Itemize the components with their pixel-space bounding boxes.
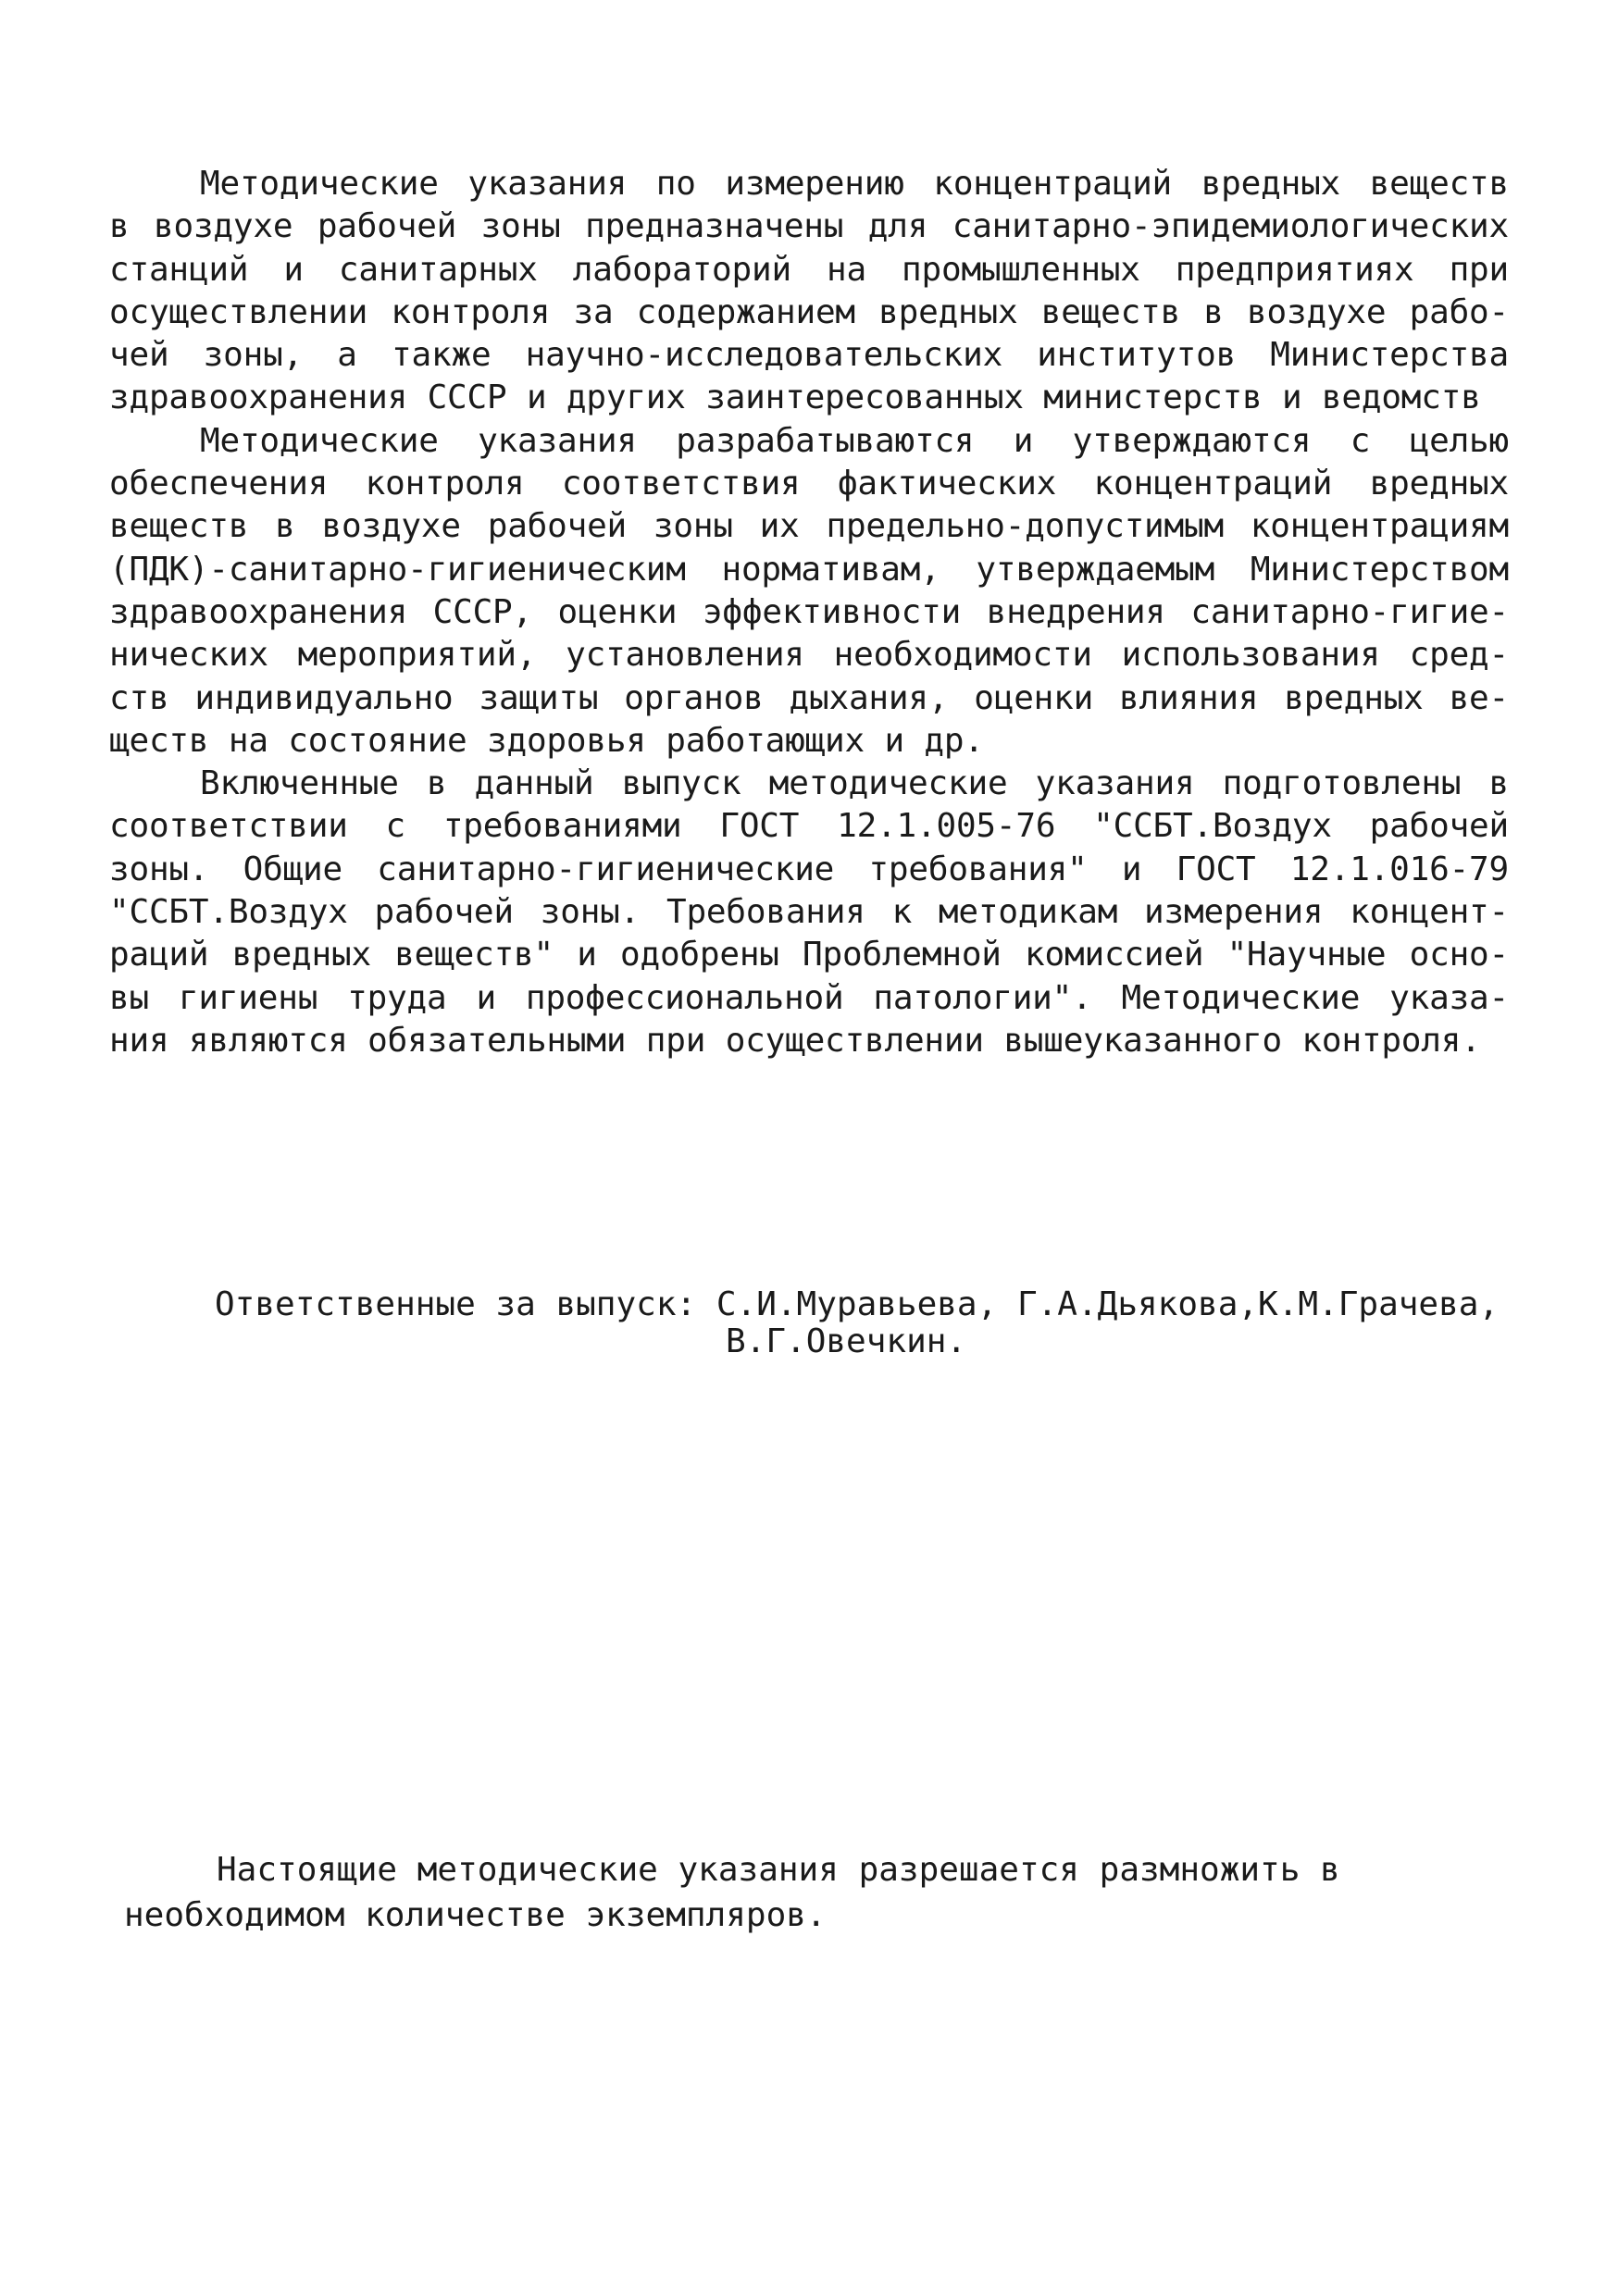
main-text [109,163,1509,1062]
paragraph-2-line-8: ществ на состояние здоровья работающих и др. [109,721,984,760]
credits-line-2: В.Г.Овечкин. [726,1322,967,1360]
paragraph-2-line-2: обеспечения контроля соответствия фактических концентраций вредных [109,465,1509,503]
paragraph-3-line-1: Включенные в данный выпуск методические указания подготовлены в [200,764,1509,803]
paragraph-1-line-5: чей зоны, а также научно-исследовательских институтов Министерства [109,336,1509,375]
paragraph-3-line-2: соответствии с требованиями ГОСТ 12.1.005-76 "ССБТ.Воздух рабочей [109,807,1509,846]
credits-block [215,1286,1520,1360]
note-line-2: необходимом количестве экземпляров. [124,1896,827,1934]
note-line-1: Настоящие методические указания разрешается размножить в [217,1851,1340,1889]
paragraph-1-line-6: здравоохранения СССР и других заинтересованных министерств и ведомств [109,379,1481,417]
paragraph-2-line-4: (ПДК)-санитарно-гигиеническим нормативам, утверждаемым Министерством [109,550,1509,589]
paragraph-3-line-3: зоны. Общие санитарно-гигиенические требования" и ГОСТ 12.1.016-79 [109,850,1509,888]
reproduction-note [124,1847,1420,1938]
paragraph-2-line-7: ств индивидуально защиты органов дыхания, оценки влияния вредных ве- [109,678,1509,717]
paragraph-3-line-5: раций вредных веществ" и одобрены Проблемной комиссией "Научные осно- [109,936,1509,974]
paragraph-1-line-4: осуществлении контроля за содержанием вредных веществ в воздухе рабо- [109,292,1509,331]
paragraph-3-line-4: "ССБТ.Воздух рабочей зоны. Требования к методикам измерения концент- [109,893,1509,932]
paragraph-2-line-6: нических мероприятий, установления необходимости использования сред- [109,636,1509,675]
paragraph-3-line-6: вы гигиены труда и профессиональной патологии". Методические указа- [109,978,1509,1017]
paragraph-3-line-7: ния являются обязательными при осуществлении вышеуказанного контроля. [109,1021,1481,1060]
paragraph-1-line-1: Методические указания по измерению концентраций вредных веществ [200,165,1509,203]
paragraph-1-line-2: в воздухе рабочей зоны предназначены для санитарно-эпидемиологических [109,207,1509,246]
credits-line-1: Ответственные за выпуск: С.И.Муравьева, Г.А.Дьякова,К.М.Грачева, [215,1285,1500,1323]
paragraph-1-line-3: станций и санитарных лабораторий на промышленных предприятиях при [109,250,1509,289]
paragraph-2-line-5: здравоохранения СССР, оценки эффективности внедрения санитарно-гигие- [109,592,1509,631]
paragraph-2-line-3: веществ в воздухе рабочей зоны их предельно-допустимым концентрациям [109,507,1509,546]
paragraph-2-line-1: Методические указания разрабатываются и утверждаются с целью [200,421,1509,460]
